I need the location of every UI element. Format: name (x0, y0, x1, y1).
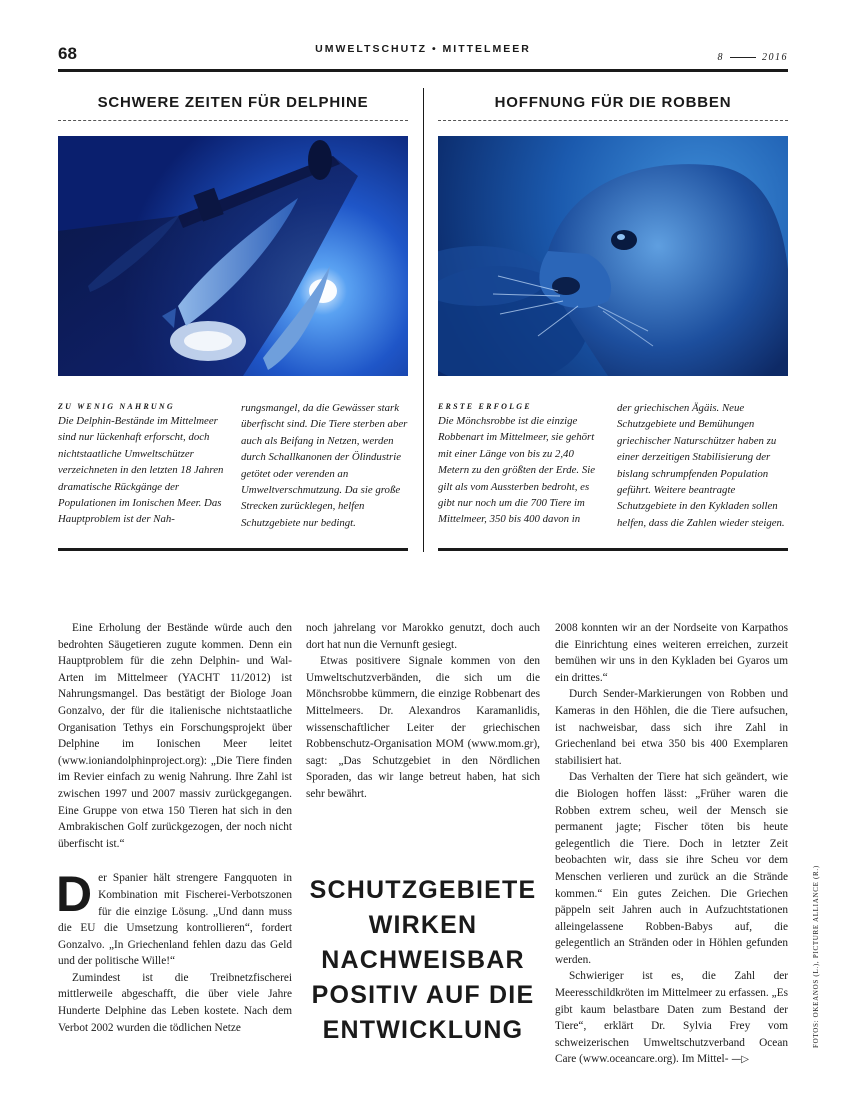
pull-quote (306, 873, 540, 1048)
dolphins-caption-col1 (58, 400, 226, 528)
pull-quote-line: NACHWEISBAR (321, 946, 525, 974)
seals-caption-text-1: Die Mönchsrobbe ist die einzige Robbenart im Mittelmeer, sie gehört mit einer Länge von bis zu 2,40 Metern zu den größten der Erde. Sie gilt als vom Aussterben bedroht, es gibt nur noch um die 700 Tiere im Mittelmeer, 350 bis 400 davon in (438, 415, 596, 526)
last-paragraph-text: Schwieriger ist es, die Zahl der Meeresschildkröten im Mittelmeer zu erfassen. „Es gibt kaum belastbare Daten zum Bestand der Tiere“, erklärt Dr. Sylvia Frey vom schweizerischen Umweltschutzverband Ocean Care (www.oceancare.org). Im Mittel- (555, 970, 788, 1066)
dolphins-caption-col2: rungsmangel, da die Gewässer stark überfischt sind. Die Tiere sterben aber auch als Beifang in Netzen, werden durch Schallkanonen der Ölindustrie getötet oder verenden an Umweltverschmutzung. Da sie große Strecken zurücklegen, helfen Schutzgebiete nur bedingt. (241, 402, 408, 529)
article-column-2 (306, 620, 540, 803)
continue-arrow-icon: —▷ (731, 1054, 749, 1066)
issue-number: 8 (717, 52, 724, 63)
drop-cap: D (56, 866, 93, 923)
article-paragraph (555, 968, 788, 1069)
dolphins-photo-icon (58, 136, 408, 376)
issue-info (718, 52, 789, 63)
seals-caption-kicker: ERSTE ERFOLGE (438, 402, 532, 411)
header-rule (58, 69, 788, 72)
monk-seal-photo (438, 136, 788, 376)
article-column-3 (555, 620, 788, 1069)
page-number: 68 (58, 44, 77, 63)
article-column-1 (58, 620, 292, 1036)
dolphins-caption-text-1: Die Delphin-Bestände im Mittelmeer sind nur lückenhaft erforscht, doch nichtstaatliche Umweltschützer verzeichneten in den letzten 18 Jahren dramatische Rückgänge der Populationen im Ionischen Meer. Das Hauptproblem ist der Nah- (58, 415, 224, 526)
article-paragraph: 2008 konnten wir an der Nordseite von Karpathos die Einrichtung eines weiteren erreichen, zurzeit bemühen wir uns in den Kykladen bei Gyaros um ein drittes.“ (555, 622, 788, 684)
article-paragraph-dropcap (56, 866, 292, 970)
seals-heading: HOFFNUNG FÜR DIE ROBBEN (494, 94, 732, 111)
photo-credit: FOTOS: OKEANOS (L.), PICTURE ALLIANCE (R.) (812, 865, 820, 1048)
dolphins-box-rule (58, 548, 408, 551)
article-paragraph: Eine Erholung der Bestände würde auch den bedrohten Säugetieren zugute kommen. Denn ein Hauptproblem für die zehn Delphin- und Wal-Arten im Mittelmeer (YACHT 11/2012) ist Nahrungsmangel. Das bestätigt der Biologe Joan Gonzalvo, der für die italienische nichtstaatliche Organisation Tethys ein Forschungsprojekt über Delphine im Ionischen Meer leitet (www.ioniandolphinproject.org): „Die Tiere finden im Revier einfach zu wenig Nahrung. Ihre Zahl ist zwischen 1997 und 2007 massiv zurückgegangen. Eine Gruppe von etwa 150 Tieren hat sich in den Ambrakischen Golf zurückgezogen, der noch nicht überfischt ist.“ (58, 622, 292, 850)
article-paragraph: noch jahrelang vor Marokko genutzt, doch auch dort hat nun die Vernunft gesiegt. (306, 622, 540, 651)
seals-caption-col1 (438, 400, 606, 528)
dolphins-photo (58, 136, 408, 376)
pull-quote-line: POSITIV AUF DIE (311, 981, 535, 1009)
article-paragraph: Durch Sender-Markierungen von Robben und Kameras in den Höhlen, die die Tiere aufsuchen, ist nachweisbar, dass sich ihre Zahl in Griechenland bei etwa 350 bis 400 Exemplaren stabilisiert hat. (555, 688, 788, 767)
issue-year: 2016 (762, 52, 788, 63)
dolphins-heading-rule (58, 120, 408, 121)
issue-divider (730, 57, 756, 58)
section-divider (423, 88, 424, 552)
dolphins-caption-kicker: ZU WENIG NAHRUNG (58, 402, 175, 411)
pull-quote-line: ENTWICKLUNG (322, 1016, 524, 1044)
seals-box-rule (438, 548, 788, 551)
pull-quote-line: SCHUTZGEBIETE (309, 876, 537, 904)
monk-seal-photo-icon (438, 136, 788, 376)
article-paragraph: Etwas positivere Signale kommen von den Umweltschutzverbänden, die sich um die Mönchsrobbe kümmern, die einzige Robbenart des Mittelmeers. Dr. Alexandros Karamanlidis, wissenschaftlicher Leiter der griechischen Robbenschutz-Organisation MOM (www.mom.gr), sagt: „Das Schutzgebiet in den Nördlichen Sporaden, das wir lange betreut haben, hat sich sehr bewährt. (306, 655, 540, 800)
dolphins-heading: SCHWERE ZEITEN FÜR DELPHINE (97, 94, 369, 111)
seals-heading-rule (438, 120, 788, 121)
pull-quote-line: WIRKEN (368, 911, 478, 939)
dropcap-paragraph-text: er Spanier hält strengere Fangquoten in Kombination mit Fischerei-Verbotszonen für die einzige Lösung. „Und dann muss die EU die Umsetzung kontrollieren“, fordert Gonzalvo. „In Griechenland fehlen dazu das Geld und der politische Wille!“ (58, 872, 292, 968)
section-rubric: UMWELTSCHUTZ • MITTELMEER (315, 43, 531, 55)
seals-caption-col2: der griechischen Ägäis. Neue Schutzgebiete und Bemühungen griechischer Naturschützer haben zu einer derzeitigen Stabilisierung der bislang schrumpfenden Population geführt. Weitere beantragte Schutzgebiete in den Kykladen sollen helfen, dass die Zahlen wieder steigen. (617, 402, 785, 529)
article-paragraph: Das Verhalten der Tiere hat sich geändert, wie die Biologen hoffen lässt: „Früher waren die Robben extrem scheu, weil der Mensch sie permanent jagte; Fischer töten bis heute gelegentlich die Tiere. Doch in letzter Zeit beobachten wir, dass sie ihre Scheu vor dem Menschen verlieren und zurück an die Strände kommen.“ Ein gutes Zeichen. Die Griechen päppeln seit Jahren auch in Aufzuchtstationen alleingelassene Robben-Babys auf, die gelegentlich an Stränden oder in Höhlen gefunden werden. (555, 771, 788, 966)
article-paragraph: Zumindest ist die Treibnetzfischerei mittlerweile abgeschafft, die über viele Jahre Hunderte Delphine das Leben kostete. Nach dem Verbot 2002 wurden die tödlichen Netze (58, 971, 292, 1034)
